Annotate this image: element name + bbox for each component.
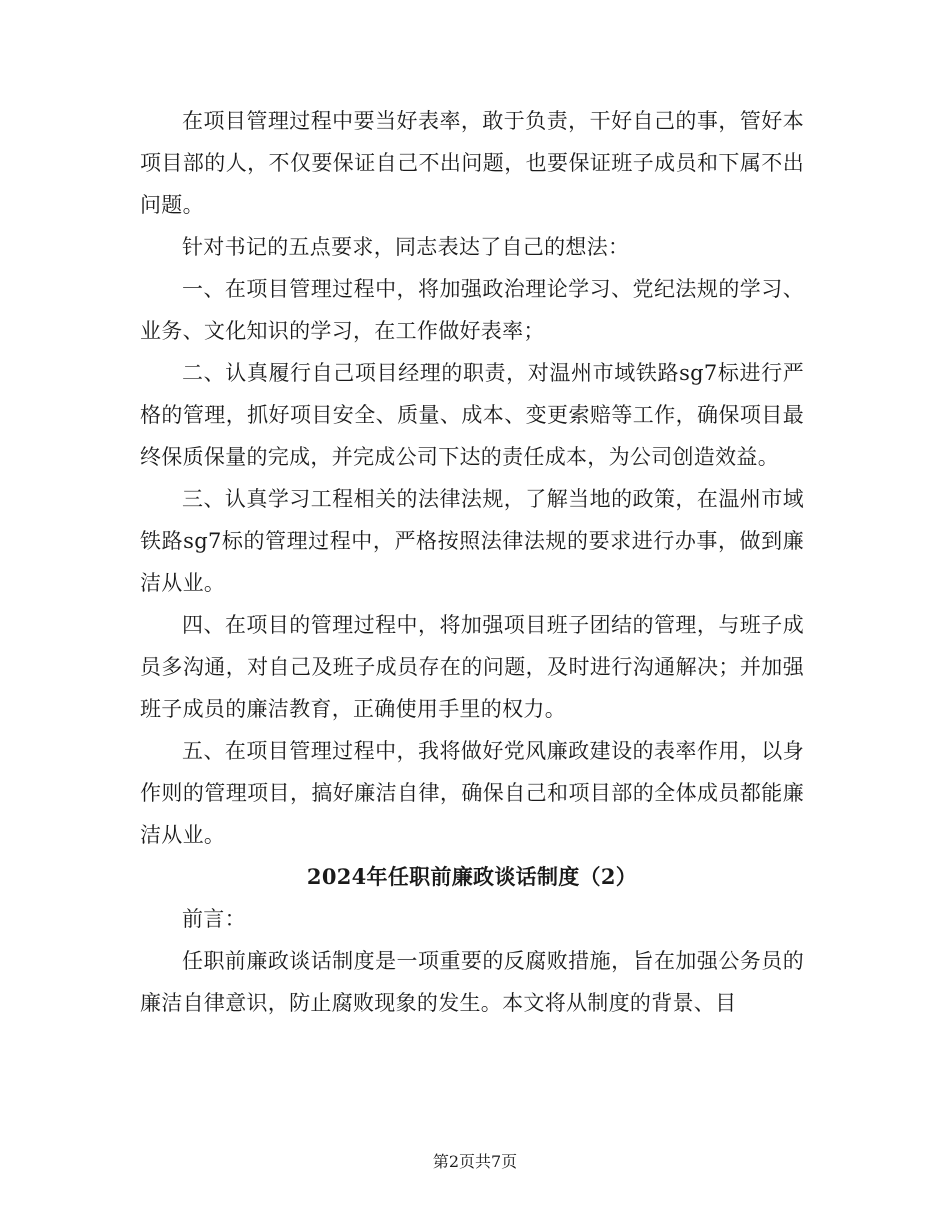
body-paragraph-7: 五、在项目管理过程中，我将做好党风廉政建设的表率作用，以身作则的管理项目，搞好廉洁自律，确保自己和项目部的全体成员都能廉洁从业。 xyxy=(140,739,804,847)
body-paragraph-3: 一、在项目管理过程中，将加强政治理论学习、党纪法规的学习、业务、文化知识的学习，在工作做好表率； xyxy=(140,277,804,343)
page-number: 第2页共7页 xyxy=(432,1152,518,1171)
section-title: 2024年任职前廉政谈话制度（2） xyxy=(306,864,638,889)
body-paragraph-5: 三、认真学习工程相关的法律法规，了解当地的政策，在温州市域铁路sg7标的管理过程中，严格按照法律法规的要求进行办事，做到廉洁从业。 xyxy=(140,487,804,595)
body-paragraph-1: 在项目管理过程中要当好表率，敢于负责，干好自己的事，管好本项目部的人，不仅要保证自己不出问题，也要保证班子成员和下属不出问题。 xyxy=(140,109,804,217)
body-paragraph-4: 二、认真履行自己项目经理的职责，对温州市域铁路sg7标进行严格的管理，抓好项目安全、质量、成本、变更索赔等工作，确保项目最终保质保量的完成，并完成公司下达的责任成本，为公司创造效益。 xyxy=(140,361,804,469)
body-paragraph-6: 四、在项目的管理过程中，将加强项目班子团结的管理，与班子成员多沟通，对自己及班子成员存在的问题，及时进行沟通解决；并加强班子成员的廉洁教育，正确使用手里的权力。 xyxy=(140,613,804,721)
document-body xyxy=(140,100,804,1024)
body-paragraph-2: 针对书记的五点要求，同志表达了自己的想法： xyxy=(182,235,630,259)
preface-label: 前言： xyxy=(182,907,246,931)
preface-paragraph: 任职前廉政谈话制度是一项重要的反腐败措施，旨在加强公务员的廉洁自律意识，防止腐败现象的发生。本文将从制度的背景、目 xyxy=(140,949,804,1015)
